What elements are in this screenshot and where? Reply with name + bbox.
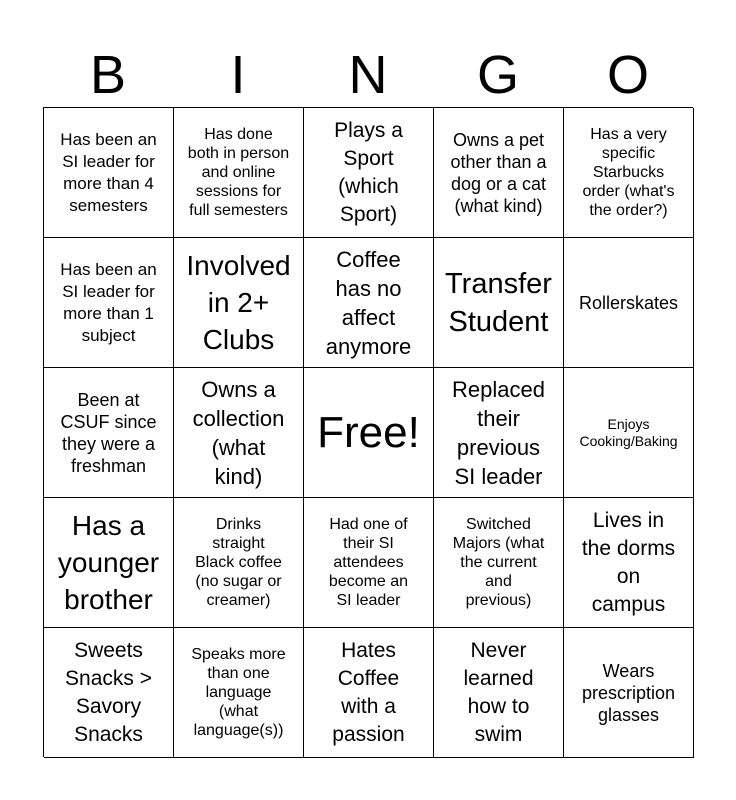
bingo-cell-r5c3[interactable]: [304, 628, 434, 758]
bingo-cell-r4c4[interactable]: [434, 498, 564, 628]
cell-text: Hates Coffee with a passion: [332, 638, 405, 746]
bingo-cell-r2c5[interactable]: [564, 238, 694, 368]
cell-text: Owns a collection (what kind): [192, 376, 285, 489]
bingo-cell-r4c3[interactable]: [304, 498, 434, 628]
bingo-cell-r1c4[interactable]: [434, 108, 564, 238]
bingo-cell-r4c1[interactable]: [44, 498, 174, 628]
cell-text: Wears prescription glasses: [581, 660, 676, 725]
bingo-cell-r2c2[interactable]: [174, 238, 304, 368]
cell-text: Transfer Student: [445, 267, 552, 338]
bingo-cell-r4c2[interactable]: [174, 498, 304, 628]
header-letter-i: I: [230, 45, 246, 105]
bingo-cell-r5c1[interactable]: [44, 628, 174, 758]
cell-text: Rollerskates: [578, 292, 679, 313]
cell-text: Involved in 2+ Clubs: [186, 250, 291, 355]
bingo-cell-r3c2[interactable]: [174, 368, 304, 498]
cell-text: Switched Majors (what the current and previous): [452, 516, 545, 609]
cell-text: Has done both in person and online sessions for full semesters: [187, 126, 290, 219]
bingo-cell-r3c5[interactable]: [564, 368, 694, 498]
bingo-cell-r1c2[interactable]: [174, 108, 304, 238]
bingo-cell-r5c5[interactable]: [564, 628, 694, 758]
bingo-grid: [43, 107, 693, 757]
bingo-cell-r1c3[interactable]: [304, 108, 434, 238]
cell-text: Drinks straight Black coffee (no sugar or creamer): [195, 516, 282, 609]
bingo-cell-r4c5[interactable]: [564, 498, 694, 628]
bingo-cell-r3c1[interactable]: [44, 368, 174, 498]
header-letter-g: G: [476, 45, 519, 105]
bingo-cell-r2c3[interactable]: [304, 238, 434, 368]
cell-text: Speaks more than one language (what language(s)): [191, 646, 286, 739]
cell-text: Enjoys Cooking/Baking: [579, 415, 678, 449]
free-space-text: Free!: [317, 407, 420, 457]
bingo-cell-r5c2[interactable]: [174, 628, 304, 758]
cell-text: Has a younger brother: [57, 510, 160, 615]
cell-text: Lives in the dorms on campus: [581, 508, 676, 616]
bingo-header: [43, 44, 693, 106]
cell-text: Had one of their SI attendees become an SI leader: [328, 516, 409, 609]
header-letter-o: O: [606, 45, 649, 105]
cell-text: Been at CSUF since they were a freshman: [60, 389, 157, 476]
cell-text: Plays a Sport (which Sport): [334, 118, 403, 226]
bingo-cell-r2c4[interactable]: [434, 238, 564, 368]
bingo-cell-r2c1[interactable]: [44, 238, 174, 368]
header-letter-n: N: [348, 45, 388, 105]
cell-text: Owns a pet other than a dog or a cat (what kind): [450, 129, 547, 216]
cell-text: Has been an SI leader for more than 4 semesters: [60, 129, 157, 215]
header-letter-b: B: [89, 45, 127, 105]
cell-text: Sweets Snacks > Savory Snacks: [65, 638, 152, 746]
cell-text: Replaced their previous SI leader: [452, 376, 545, 489]
bingo-cell-r3c4[interactable]: [434, 368, 564, 498]
bingo-cell-r5c4[interactable]: [434, 628, 564, 758]
cell-text: Coffee has no affect anymore: [325, 246, 412, 359]
cell-text: Has a very specific Starbucks order (what's the order?): [582, 126, 675, 219]
cell-text: Never learned how to swim: [463, 638, 534, 746]
bingo-cell-r1c1[interactable]: [44, 108, 174, 238]
cell-text: Has been an SI leader for more than 1 subject: [60, 259, 157, 345]
bingo-cell-r3c3[interactable]: [304, 368, 434, 498]
bingo-cell-r1c5[interactable]: [564, 108, 694, 238]
